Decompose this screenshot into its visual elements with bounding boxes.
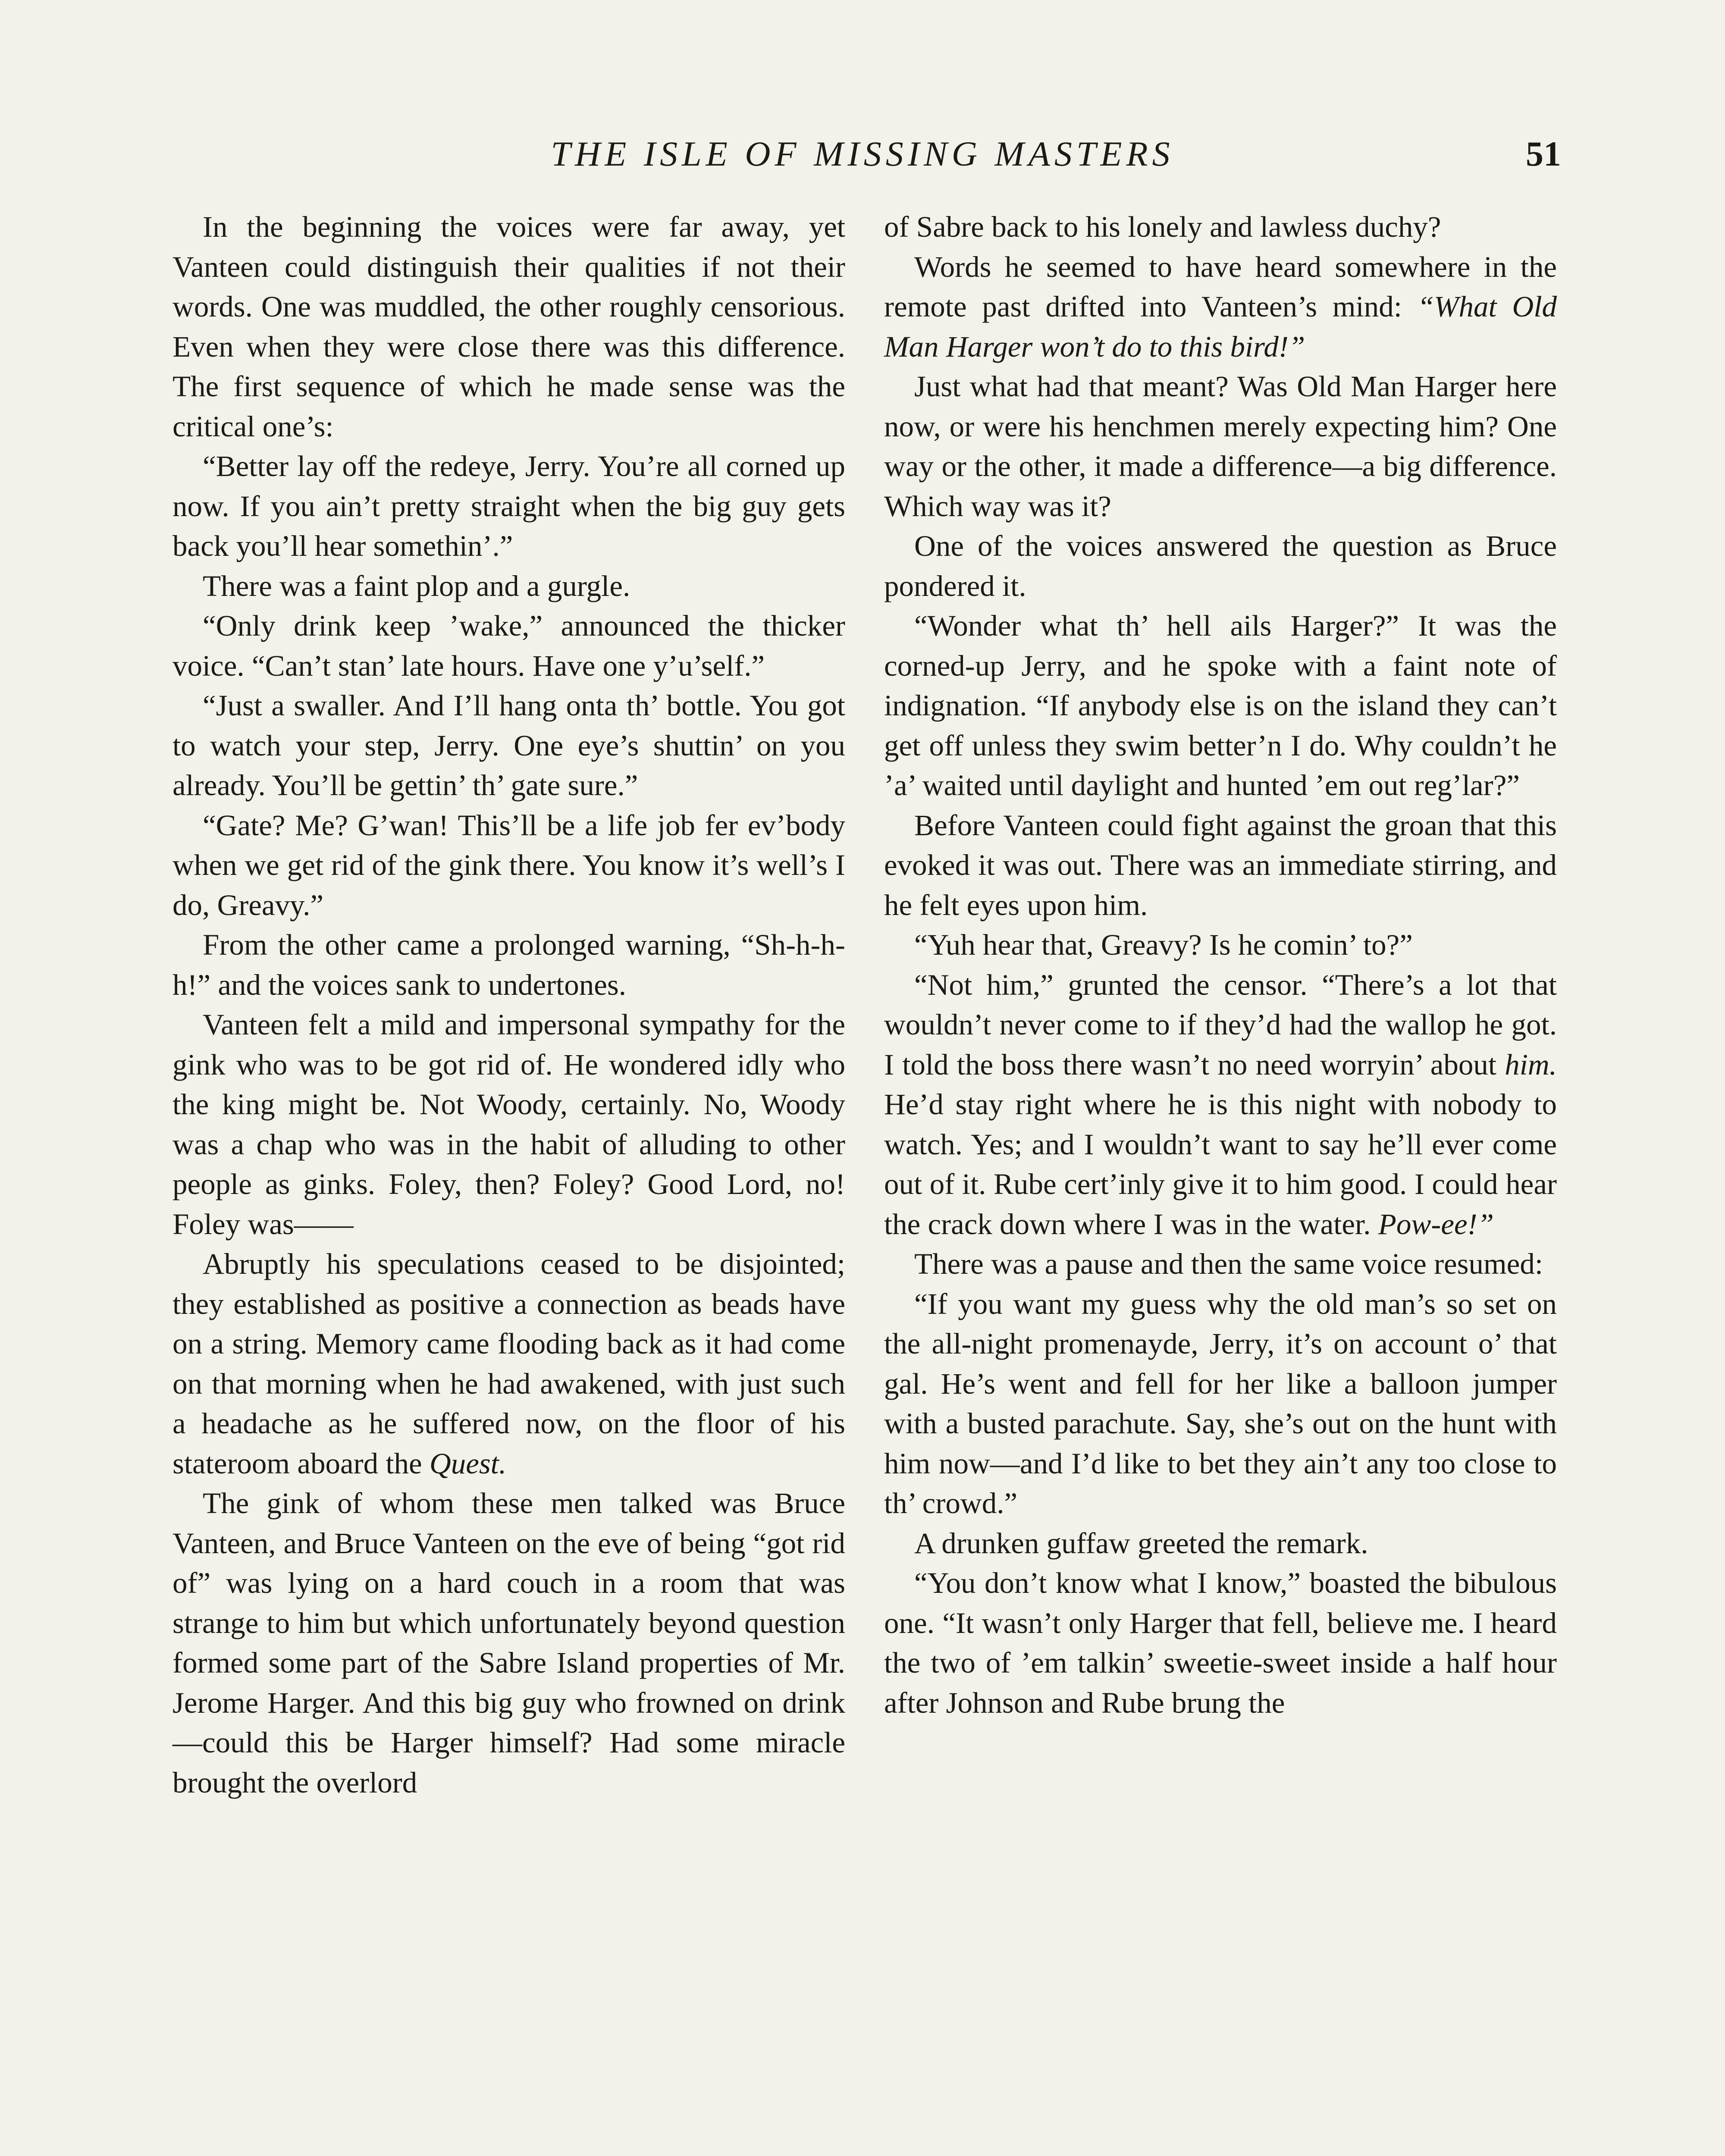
paragraph <box>884 247 1557 367</box>
page-number: 51 <box>1526 134 1561 173</box>
paragraph-text: “Not him,” grunted the censor. “There’s a lot that wouldn’t never come to if they’d had the wallop he got. I told the boss there wasn’t no need worryin’ about <box>884 968 1557 1081</box>
quoted-phrase: “What Old Man Harger won’t do to this bird!” <box>884 290 1557 363</box>
exclamation: Pow-ee!” <box>1378 1207 1494 1241</box>
paragraph: Vanteen felt a mild and impersonal sympathy for the gink who was to be got rid of. He wondered idly who the king might be. Not Woody, certainly. No, Woody was a chap who was in the habit of alluding to other people as ginks. Foley, then? Foley? Good Lord, no! Foley was—— <box>172 1008 845 1241</box>
paragraph <box>884 965 1557 1244</box>
paragraph: One of the voices answered the question as Bruce pondered it. <box>884 530 1557 602</box>
paragraph: The gink of whom these men talked was Bruce Vanteen, and Bruce Vanteen on the eve of being “got rid of” was lying on a hard couch in a room that was strange to him but which unfortunately beyond question formed some part of the Sabre Island properties of Mr. Jerome Harger. And this big guy who frowned on drink—could this be Harger himself? Had some miracle brought the overlord <box>172 1487 845 1799</box>
paragraph: “You don’t know what I know,” boasted the bibulous one. “It wasn’t only Harger that fell, believe me. I heard the two of ’em talkin’ sweetie-sweet inside a half hour after Johnson and Rube brung the <box>884 1567 1557 1719</box>
paragraph: “Gate? Me? G’wan! This’ll be a life job fer ev’body when we get rid of the gink there. You know it’s well’s I do, Greavy.” <box>172 808 845 921</box>
paragraph: In the beginning the voices were far away, yet Vanteen could distinguish their qualities if not their words. One was muddled, the other roughly censorious. Even when they were close there was this difference. The first sequence of which he made sense was the critical one’s: <box>172 210 845 443</box>
paragraph: “Only drink keep ’wake,” announced the thicker voice. “Can’t stan’ late hours. Have one y’u’self.” <box>172 609 845 682</box>
paragraph: A drunken guffaw greeted the remark. <box>914 1526 1368 1560</box>
right-column <box>884 207 1557 1723</box>
paragraph: There was a pause and then the same voice resumed: <box>914 1247 1543 1280</box>
paragraph: Before Vanteen could fight against the groan that this evoked it was out. There was an immediate stirring, and he felt eyes upon him. <box>884 808 1557 921</box>
paragraph: “Yuh hear that, Greavy? Is he comin’ to?” <box>914 928 1413 961</box>
paragraph: There was a faint plop and a gurgle. <box>203 569 630 602</box>
paragraph: Just what had that meant? Was Old Man Harger here now, or were his henchmen merely expecting him? One way or the other, it made a difference—a big difference. Which way was it? <box>884 370 1557 523</box>
paragraph: “Wonder what th’ hell ails Harger?” It was the corned-up Jerry, and he spoke with a faint note of indignation. “If anybody else is on the island they can’t get off unless they swim better’n I do. Why couldn’t he ’a’ waited until daylight and hunted ’em out reg’lar?” <box>884 609 1557 802</box>
left-column <box>172 207 845 1802</box>
paragraph: of Sabre back to his lonely and lawless duchy? <box>884 210 1441 243</box>
paragraph-text: Words he seemed to have heard somewhere in the remote past drifted into Vanteen’s mind: <box>884 250 1557 323</box>
running-head-title: THE ISLE OF MISSING MASTERS <box>551 134 1174 173</box>
paragraph: “Better lay off the redeye, Jerry. You’re all corned up now. If you ain’t pretty straight when the big guy gets back you’ll hear somethin’.” <box>172 450 845 562</box>
ship-name: Quest. <box>429 1447 507 1480</box>
paragraph-text: He’d stay right where he is this night with nobody to watch. Yes; and I wouldn’t want to say he’ll ever come out of it. Rube cert’inly give it to him good. I could hear the crack down where I was in the water. <box>884 1088 1557 1241</box>
paragraph: From the other came a prolonged warning, “Sh-h-h-h!” and the voices sank to undertones. <box>172 928 845 1001</box>
emphasis: him. <box>1505 1048 1557 1081</box>
paragraph: “Just a swaller. And I’ll hang onta th’ bottle. You got to watch your step, Jerry. One eye’s shuttin’ on you already. You’ll be gettin’ th’ gate sure.” <box>172 689 845 802</box>
paragraph: “If you want my guess why the old man’s so set on the all-night promenayde, Jerry, it’s on account o’ that gal. He’s went and fell for her like a balloon jumper with a busted parachute. Say, she’s out on the hunt with him now—and I’d like to bet they ain’t any too close to th’ crowd.” <box>884 1287 1557 1520</box>
paragraph-text: Abruptly his speculations ceased to be disjointed; they established as positive a connection as beads have on a string. Memory came flooding back as it had come on that morning when he had awakened, with just such a headache as he suffered now, on the floor of his stateroom aboard the <box>172 1247 845 1480</box>
paragraph <box>172 1244 845 1483</box>
